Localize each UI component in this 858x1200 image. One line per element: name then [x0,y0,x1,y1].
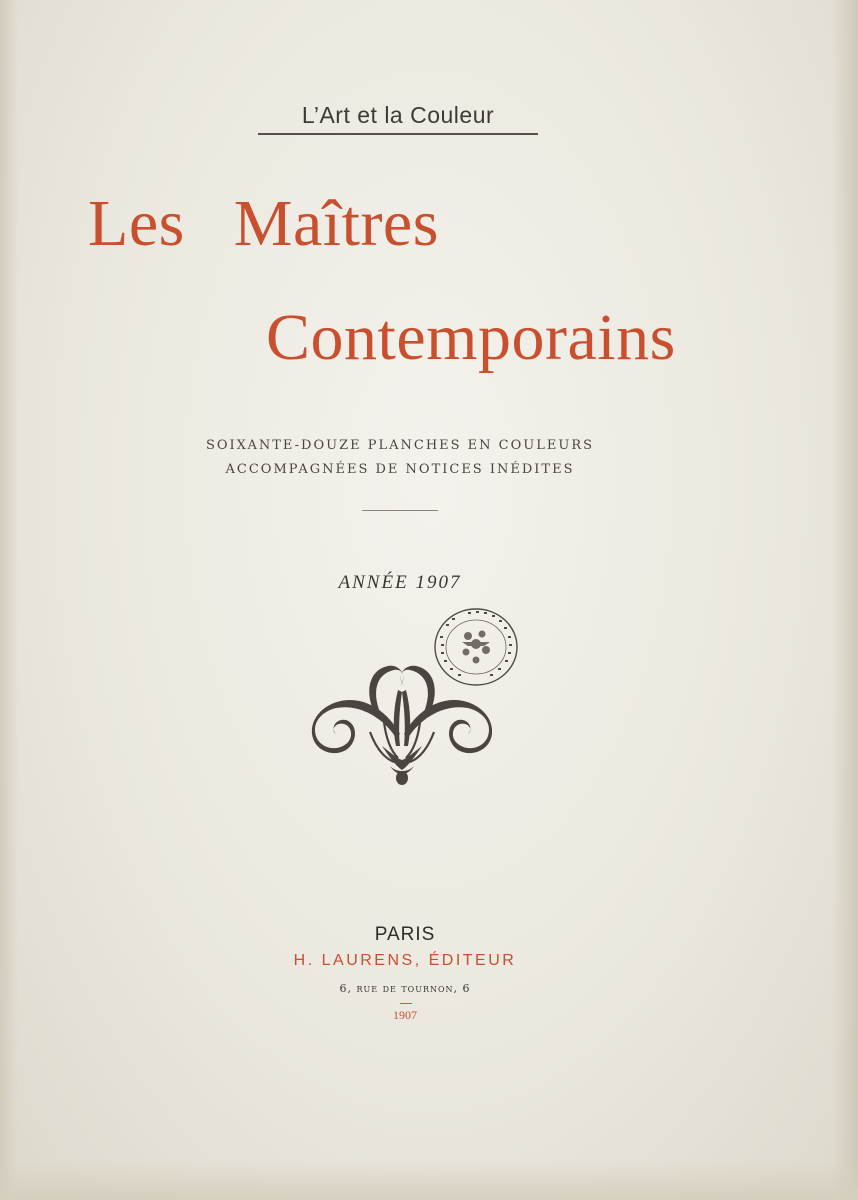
page-edge-shadow-left [0,0,18,1200]
imprint-year: 1907 [393,1008,417,1022]
main-title-line-2: Contemporains [266,301,676,374]
imprint-publisher: H. LAURENS, ÉDITEUR [293,952,517,969]
imprint-city: PARIS [374,924,436,945]
series-title: L’Art et la Couleur [258,102,538,135]
page-edge-shadow-bottom [0,1160,858,1200]
art-nouveau-ornament-icon [310,662,494,796]
edition-year: ANNÉE 1907 [338,572,462,593]
imprint-address: 6, rue de tournon, 6 [339,982,471,995]
page-edge-shadow-right [832,0,858,1200]
title-divider [362,510,438,511]
main-title-line-1: Les Maîtres [88,187,439,260]
imprint-small-rule [400,1003,412,1004]
subtitle-line-2: ACCOMPAGNÉES DE NOTICES INÉDITES [225,462,575,477]
subtitle-line-1: SOIXANTE-DOUZE PLANCHES EN COULEURS [205,438,595,453]
